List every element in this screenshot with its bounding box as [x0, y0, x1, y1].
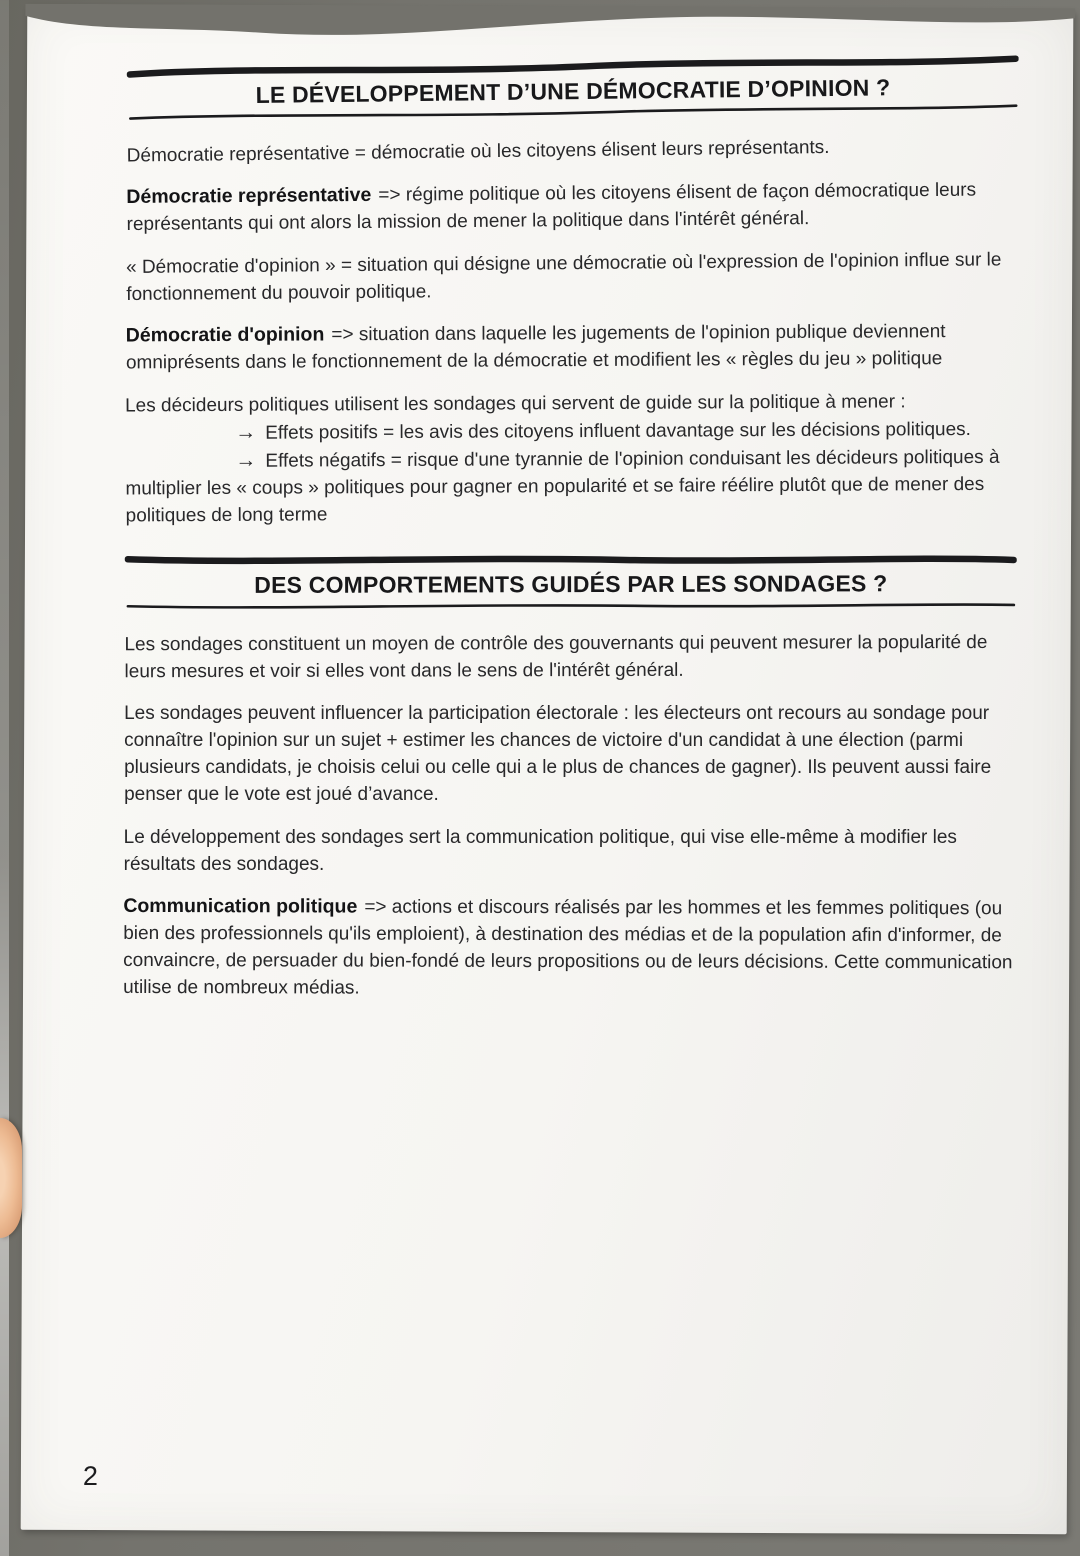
photo-edge-highlight [0, 0, 9, 1556]
paper [21, 6, 1074, 1535]
paragraph [126, 318, 1018, 377]
arrow-item [125, 443, 1017, 530]
arrow-item-text: Effets négatifs = risque d'une tyrannie de l'opinion conduisant les décideurs politiques à multiplier les « coups » politiques pour gagner en popularité et se faire réélire plutôt que de mener des politiques de long terme [125, 446, 1000, 527]
term-bold: Démocratie représentative [126, 183, 372, 208]
page-content [123, 58, 1019, 1020]
paragraph-text: => régime politique où les citoyens élisent de façon démocratique leurs représentants qui ont alors la mission de mener la politique dans l'intérêt général. [126, 179, 977, 235]
paragraph-text: Les sondages peuvent influencer la participation électorale : les électeurs ont recours au sondage pour connaître l'opinion sur un sujet + estimer les chances de victoire d'un candidat à une élection (parmi plusieurs candidats, je choisis celui ou celle qui a le plus de chances de gagner). Ils peuvent aussi faire penser que le vote est joué d’avance. [124, 703, 992, 806]
paragraph [126, 246, 1018, 308]
paragraph [123, 893, 1015, 1003]
bullet-group [125, 388, 1018, 530]
section-comportements-sondages [123, 551, 1017, 1004]
paragraph [124, 824, 1016, 878]
arrow-icon: → [235, 448, 257, 472]
page-number: 2 [82, 1460, 99, 1492]
section-header [125, 552, 1017, 611]
section-title: LE DÉVELOPPEMENT D’UNE DÉMOCRATIE D’OPINION ? [255, 74, 891, 108]
section-developpement-democratie-opinion [125, 58, 1019, 529]
term-bold: Démocratie d'opinion [125, 323, 325, 347]
paragraph-text: Les décideurs politiques utilisent les sondages qui servent de guide sur la politique à mener : [125, 391, 906, 417]
term-bold: Communication politique [123, 894, 358, 918]
paragraph-text: => situation dans laquelle les jugements de l'opinion publique deviennent omniprésents dans le fonctionnement de la démocratie et modifient les « règles du jeu » politique [125, 321, 946, 374]
header-rule-bottom [125, 600, 1017, 611]
section-header [127, 55, 1020, 123]
section-title: DES COMPORTEMENTS GUIDÉS PAR LES SONDAGES ? [254, 570, 888, 598]
paragraph [127, 132, 1019, 170]
arrow-icon: → [235, 420, 257, 444]
paper-top-edge-shadow [25, 4, 1075, 57]
paragraph [124, 700, 1016, 808]
arrow-item-text: Effets positifs = les avis des citoyens influent davantage sur les décisions politiques. [265, 419, 971, 444]
paragraph-text: « Démocratie d'opinion » = situation qui désigne une démocratie où l'expression de l'opinion influe sur le fonctionnement du pouvoir politique. [125, 249, 1002, 305]
paragraph-text: Le développement des sondages sert la communication politique, qui vise elle-même à modifier les résultats des sondages. [123, 827, 957, 876]
paragraph-text: => actions et discours réalisés par les hommes et les femmes politiques (ou bien des professionnels qu'ils emploient), à destination des médias et de la population afin d'informer, de convaincre, de persuader du bien-fondé de leurs propositions ou de leurs décisions. Cette communication utilise de nombreux médias. [123, 896, 1013, 999]
header-rule-top [125, 552, 1017, 567]
paragraph [126, 176, 1018, 238]
paragraph-text: Les sondages constituent un moyen de contrôle des gouvernants qui peuvent mesurer la popularité de leurs mesures et voir si elles vont dans le sens de l'intérêt général. [124, 632, 988, 683]
paragraph [124, 629, 1016, 685]
finger [0, 1118, 22, 1238]
paragraph-text: Démocratie représentative = démocratie où les citoyens élisent leurs représentants. [126, 136, 830, 167]
